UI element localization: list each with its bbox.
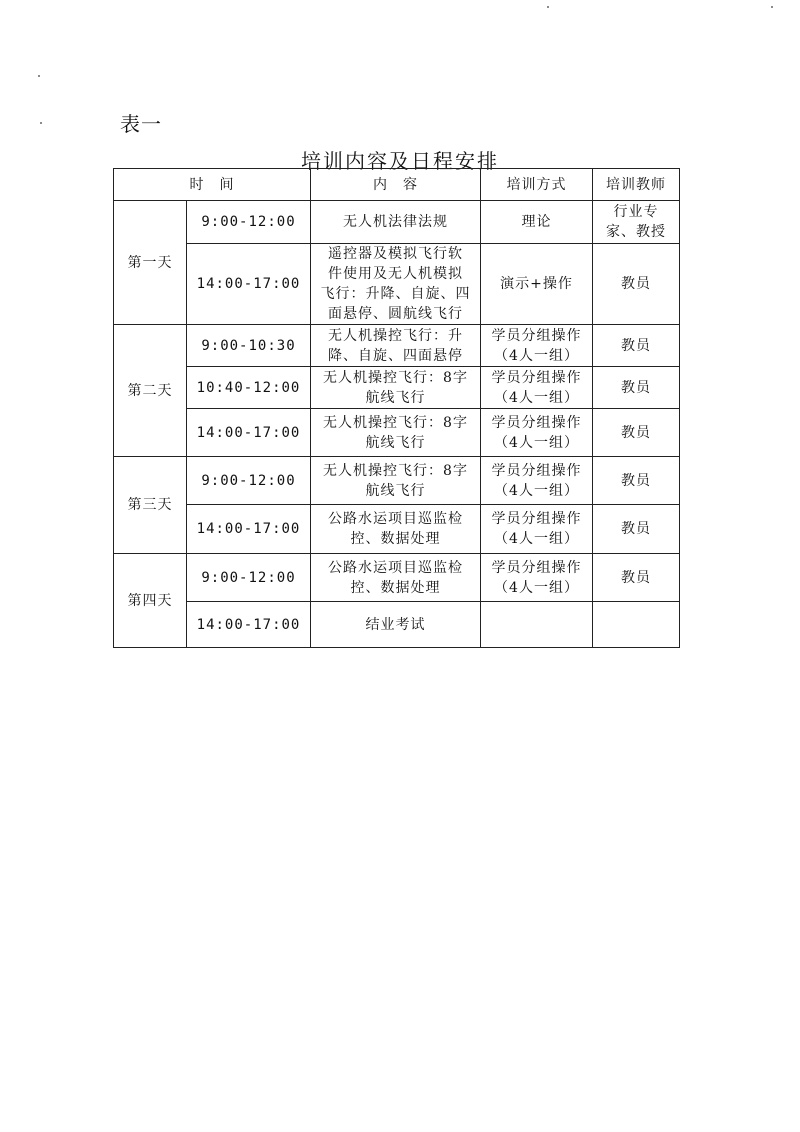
session-content: 无人机操控飞行：8字 航线飞行 xyxy=(311,409,481,457)
table-row xyxy=(114,602,680,648)
table-row xyxy=(114,505,680,554)
day-label: 第二天 xyxy=(114,325,187,457)
session-content: 无人机操控飞行：升 降、自旋、四面悬停 xyxy=(311,325,481,367)
header-method: 培训方式 xyxy=(481,169,593,201)
session-content: 无人机操控飞行：8字 航线飞行 xyxy=(311,457,481,505)
session-method xyxy=(481,602,593,648)
day-label: 第四天 xyxy=(114,554,187,648)
session-time: 14:00-17:00 xyxy=(187,244,311,325)
day-label: 第一天 xyxy=(114,201,187,325)
session-time: 9:00-12:00 xyxy=(187,457,311,505)
session-time: 9:00-12:00 xyxy=(187,554,311,602)
session-teacher: 教员 xyxy=(593,554,680,602)
table-row xyxy=(114,554,680,602)
session-content: 无人机操控飞行：8字 航线飞行 xyxy=(311,367,481,409)
session-teacher: 教员 xyxy=(593,367,680,409)
session-method: 演示+操作 xyxy=(481,244,593,325)
table-number-label: 表一 xyxy=(120,112,162,136)
header-time: 时 间 xyxy=(114,169,311,201)
table-row xyxy=(114,457,680,505)
session-teacher: 教员 xyxy=(593,325,680,367)
session-content: 公路水运项目巡监检 控、数据处理 xyxy=(311,505,481,554)
session-content: 公路水运项目巡监检 控、数据处理 xyxy=(311,554,481,602)
session-method: 学员分组操作 （4人一组） xyxy=(481,554,593,602)
session-teacher: 教员 xyxy=(593,244,680,325)
table-row xyxy=(114,244,680,325)
session-method: 学员分组操作 （4人一组） xyxy=(481,409,593,457)
session-time: 10:40-12:00 xyxy=(187,367,311,409)
table-row xyxy=(114,409,680,457)
session-content: 遥控器及模拟飞行软 件使用及无人机模拟 飞行：升降、自旋、四 面悬停、圆航线飞行 xyxy=(311,244,481,325)
session-method: 学员分组操作 （4人一组） xyxy=(481,505,593,554)
session-teacher: 行业专 家、教授 xyxy=(593,201,680,244)
day-label: 第三天 xyxy=(114,457,187,554)
session-teacher: 教员 xyxy=(593,409,680,457)
session-method: 学员分组操作 （4人一组） xyxy=(481,325,593,367)
session-time: 14:00-17:00 xyxy=(187,505,311,554)
session-content: 无人机法律法规 xyxy=(311,201,481,244)
training-schedule-table xyxy=(113,168,680,648)
header-content: 内 容 xyxy=(311,169,481,201)
session-time: 9:00-12:00 xyxy=(187,201,311,244)
session-teacher: 教员 xyxy=(593,457,680,505)
session-time: 9:00-10:30 xyxy=(187,325,311,367)
session-method: 学员分组操作 （4人一组） xyxy=(481,457,593,505)
header-row xyxy=(114,169,680,201)
session-teacher: 教员 xyxy=(593,505,680,554)
table-row xyxy=(114,367,680,409)
session-teacher xyxy=(593,602,680,648)
session-time: 14:00-17:00 xyxy=(187,602,311,648)
session-time: 14:00-17:00 xyxy=(187,409,311,457)
session-content: 结业考试 xyxy=(311,602,481,648)
session-method: 学员分组操作 （4人一组） xyxy=(481,367,593,409)
page-title: 培训内容及日程安排 xyxy=(301,149,499,173)
table-row xyxy=(114,201,680,244)
table-row xyxy=(114,325,680,367)
session-method: 理论 xyxy=(481,201,593,244)
header-teacher: 培训教师 xyxy=(593,169,680,201)
